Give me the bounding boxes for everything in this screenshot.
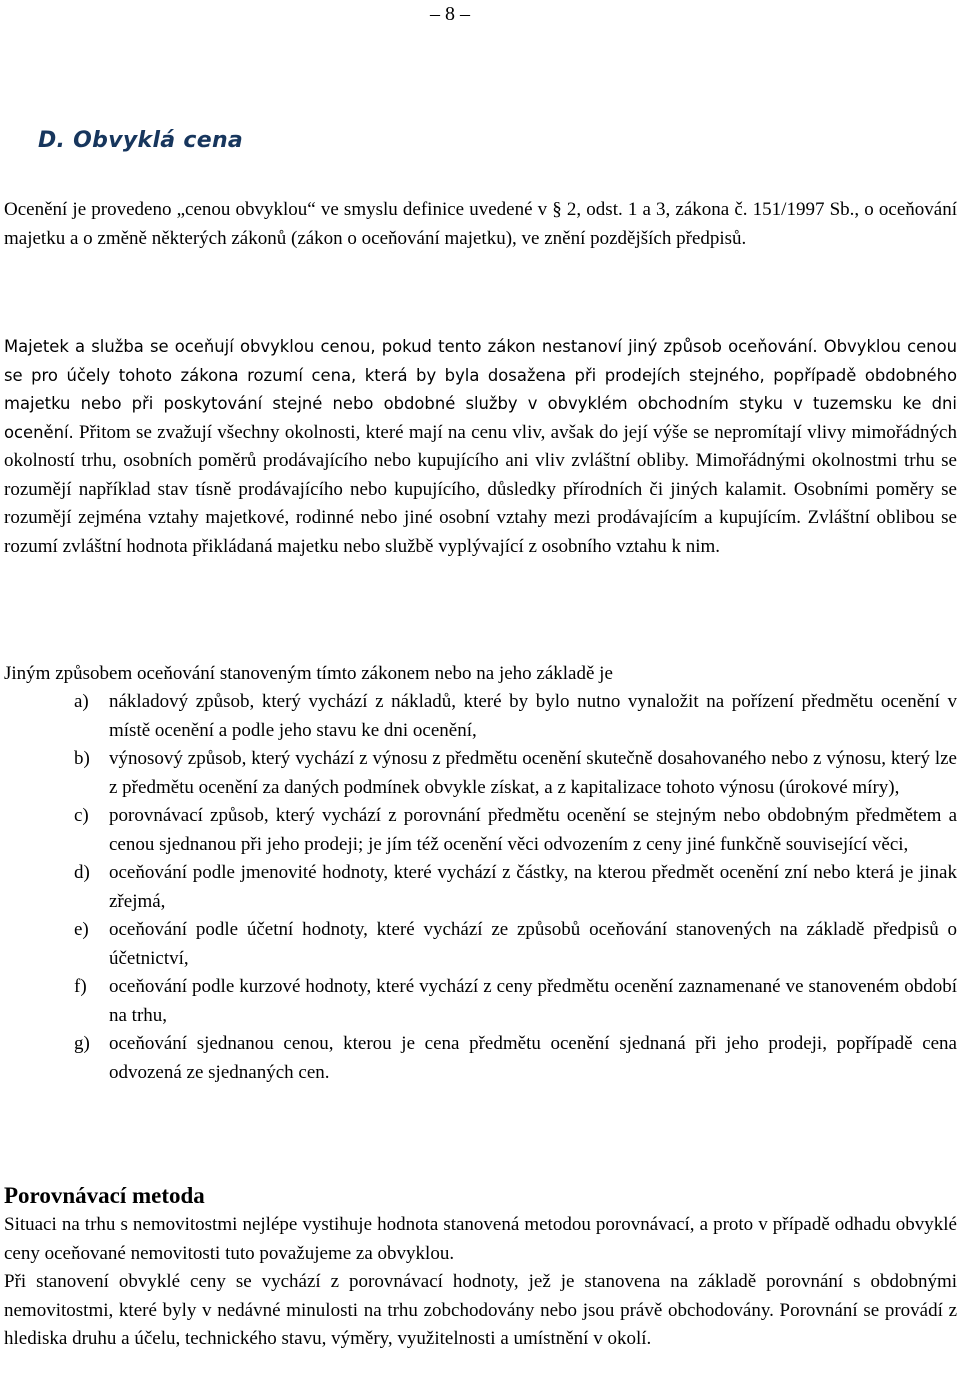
comparative-method-title: Porovnávací metoda	[4, 1183, 205, 1208]
section-title: D. Obvyklá cena	[38, 128, 244, 153]
definition-part-1: Majetek a služba se oceňují obvyklou cenou, pokud tento zákon nestanoví jiný způsob oceňování. Obvyklou cenou se pro účely tohoto zákona rozumí cena, která by byla dosažena při prodejích stejného, popřípadě obdobného majetku nebo při poskytování stejné nebo obdobné služby v obvyklém obchodním styku v tuzemsku ke dni ocenění.	[4, 337, 957, 442]
comparative-paragraph-1: Situaci na trhu s nemovitostmi nejlépe vystihuje hodnota stanovená metodou porovnávací, a proto v případě odhadu obvyklé ceny oceňované nemovitosti tuto považujeme za obvyklou.	[4, 1214, 957, 1264]
list-item-text: oceňování podle účetní hodnoty, které vychází ze způsobů oceňování stanovených na základě předpisů o účetnictví,	[109, 919, 957, 969]
list-item	[4, 973, 957, 1030]
list-marker: e)	[74, 919, 89, 940]
list-marker: a)	[74, 691, 89, 712]
definition-part-2: Přitom se zvažují všechny okolnosti, které mají na cenu vliv, avšak do její výše se nepromítají vlivy mimořádných okolností trhu, osobních poměrů prodávajícího nebo kupujícího ani vliv zvláštní obliby. Mimořádnými okolnostmi trhu se rozumějí například stav tísně prodávajícího nebo kupujícího, důsledky přírodních či jiných kalamit. Osobními poměry se rozumějí zejména vztahy majetkové, rodinné nebo jiné osobní vztahy mezi prodávajícím a kupujícím. Zvláštní oblibou se rozumí zvláštní hodnota přikládaná majetku nebo službě vyplývající z osobního vztahu k nim.	[4, 421, 957, 557]
list-item	[4, 1030, 957, 1087]
list-item-text: nákladový způsob, který vychází z nákladů, které by bylo nutno vynaložit na pořízení předmětu ocenění v místě ocenění a podle jeho stavu ke dni ocenění,	[109, 691, 957, 741]
list-item-text: oceňování podle jmenovité hodnoty, které vychází z částky, na kterou předmět ocenění zní nebo která je jinak zřejmá,	[109, 862, 957, 912]
list-marker: f)	[74, 976, 87, 997]
methods-list	[4, 688, 957, 1087]
list-item-text: oceňování podle kurzové hodnoty, které vychází z ceny předmětu ocenění zaznamenané ve stanoveném období na trhu,	[109, 976, 957, 1026]
list-item	[4, 916, 957, 973]
list-marker: c)	[74, 805, 89, 826]
list-item-text: výnosový způsob, který vychází z výnosu z předmětu ocenění skutečně dosahovaného nebo z výnosu, který lze z předmětu ocenění za daných podmínek obvykle získat, a z kapitalizace tohoto výnosu (úrokové míry),	[109, 748, 957, 798]
list-item-text: oceňování sjednanou cenou, kterou je cena předmětu ocenění sjednaná při jeho prodeji, popřípadě cena odvozená ze sjednaných cen.	[109, 1033, 957, 1083]
definition-paragraph	[4, 333, 957, 561]
list-item	[4, 745, 957, 802]
methods-intro: Jiným způsobem oceňování stanoveným tímto zákonem nebo na jeho základě je	[4, 663, 613, 684]
list-item	[4, 802, 957, 859]
list-marker: d)	[74, 862, 90, 883]
list-item	[4, 688, 957, 745]
list-item	[4, 859, 957, 916]
list-marker: g)	[74, 1033, 90, 1054]
comparative-paragraph-2: Při stanovení obvyklé ceny se vychází z porovnávací hodnoty, jež je stanovena na základě porovnání s obdobnými nemovitostmi, které byly v nedávné minulosti na trhu zobchodovány nebo jsou právě obchodovány. Porovnání se provádí z hlediska druhu a účelu, technického stavu, výměry, využitelnosti a umístnění v okolí.	[4, 1271, 957, 1349]
list-item-text: porovnávací způsob, který vychází z porovnání předmětu ocenění se stejným nebo obdobným předmětem a cenou sjednanou při jeho prodeji; je jím též ocenění věci odvozením z ceny jiné funkčně související věci,	[109, 805, 957, 855]
list-marker: b)	[74, 748, 90, 769]
intro-paragraph: Ocenění je provedeno „cenou obvyklou“ ve smyslu definice uvedené v § 2, odst. 1 a 3, zákona č. 151/1997 Sb., o oceňování majetku a o změně některých zákonů (zákon o oceňování majetku), ve znění pozdějších předpisů.	[4, 199, 957, 249]
page-number: – 8 –	[430, 3, 470, 25]
